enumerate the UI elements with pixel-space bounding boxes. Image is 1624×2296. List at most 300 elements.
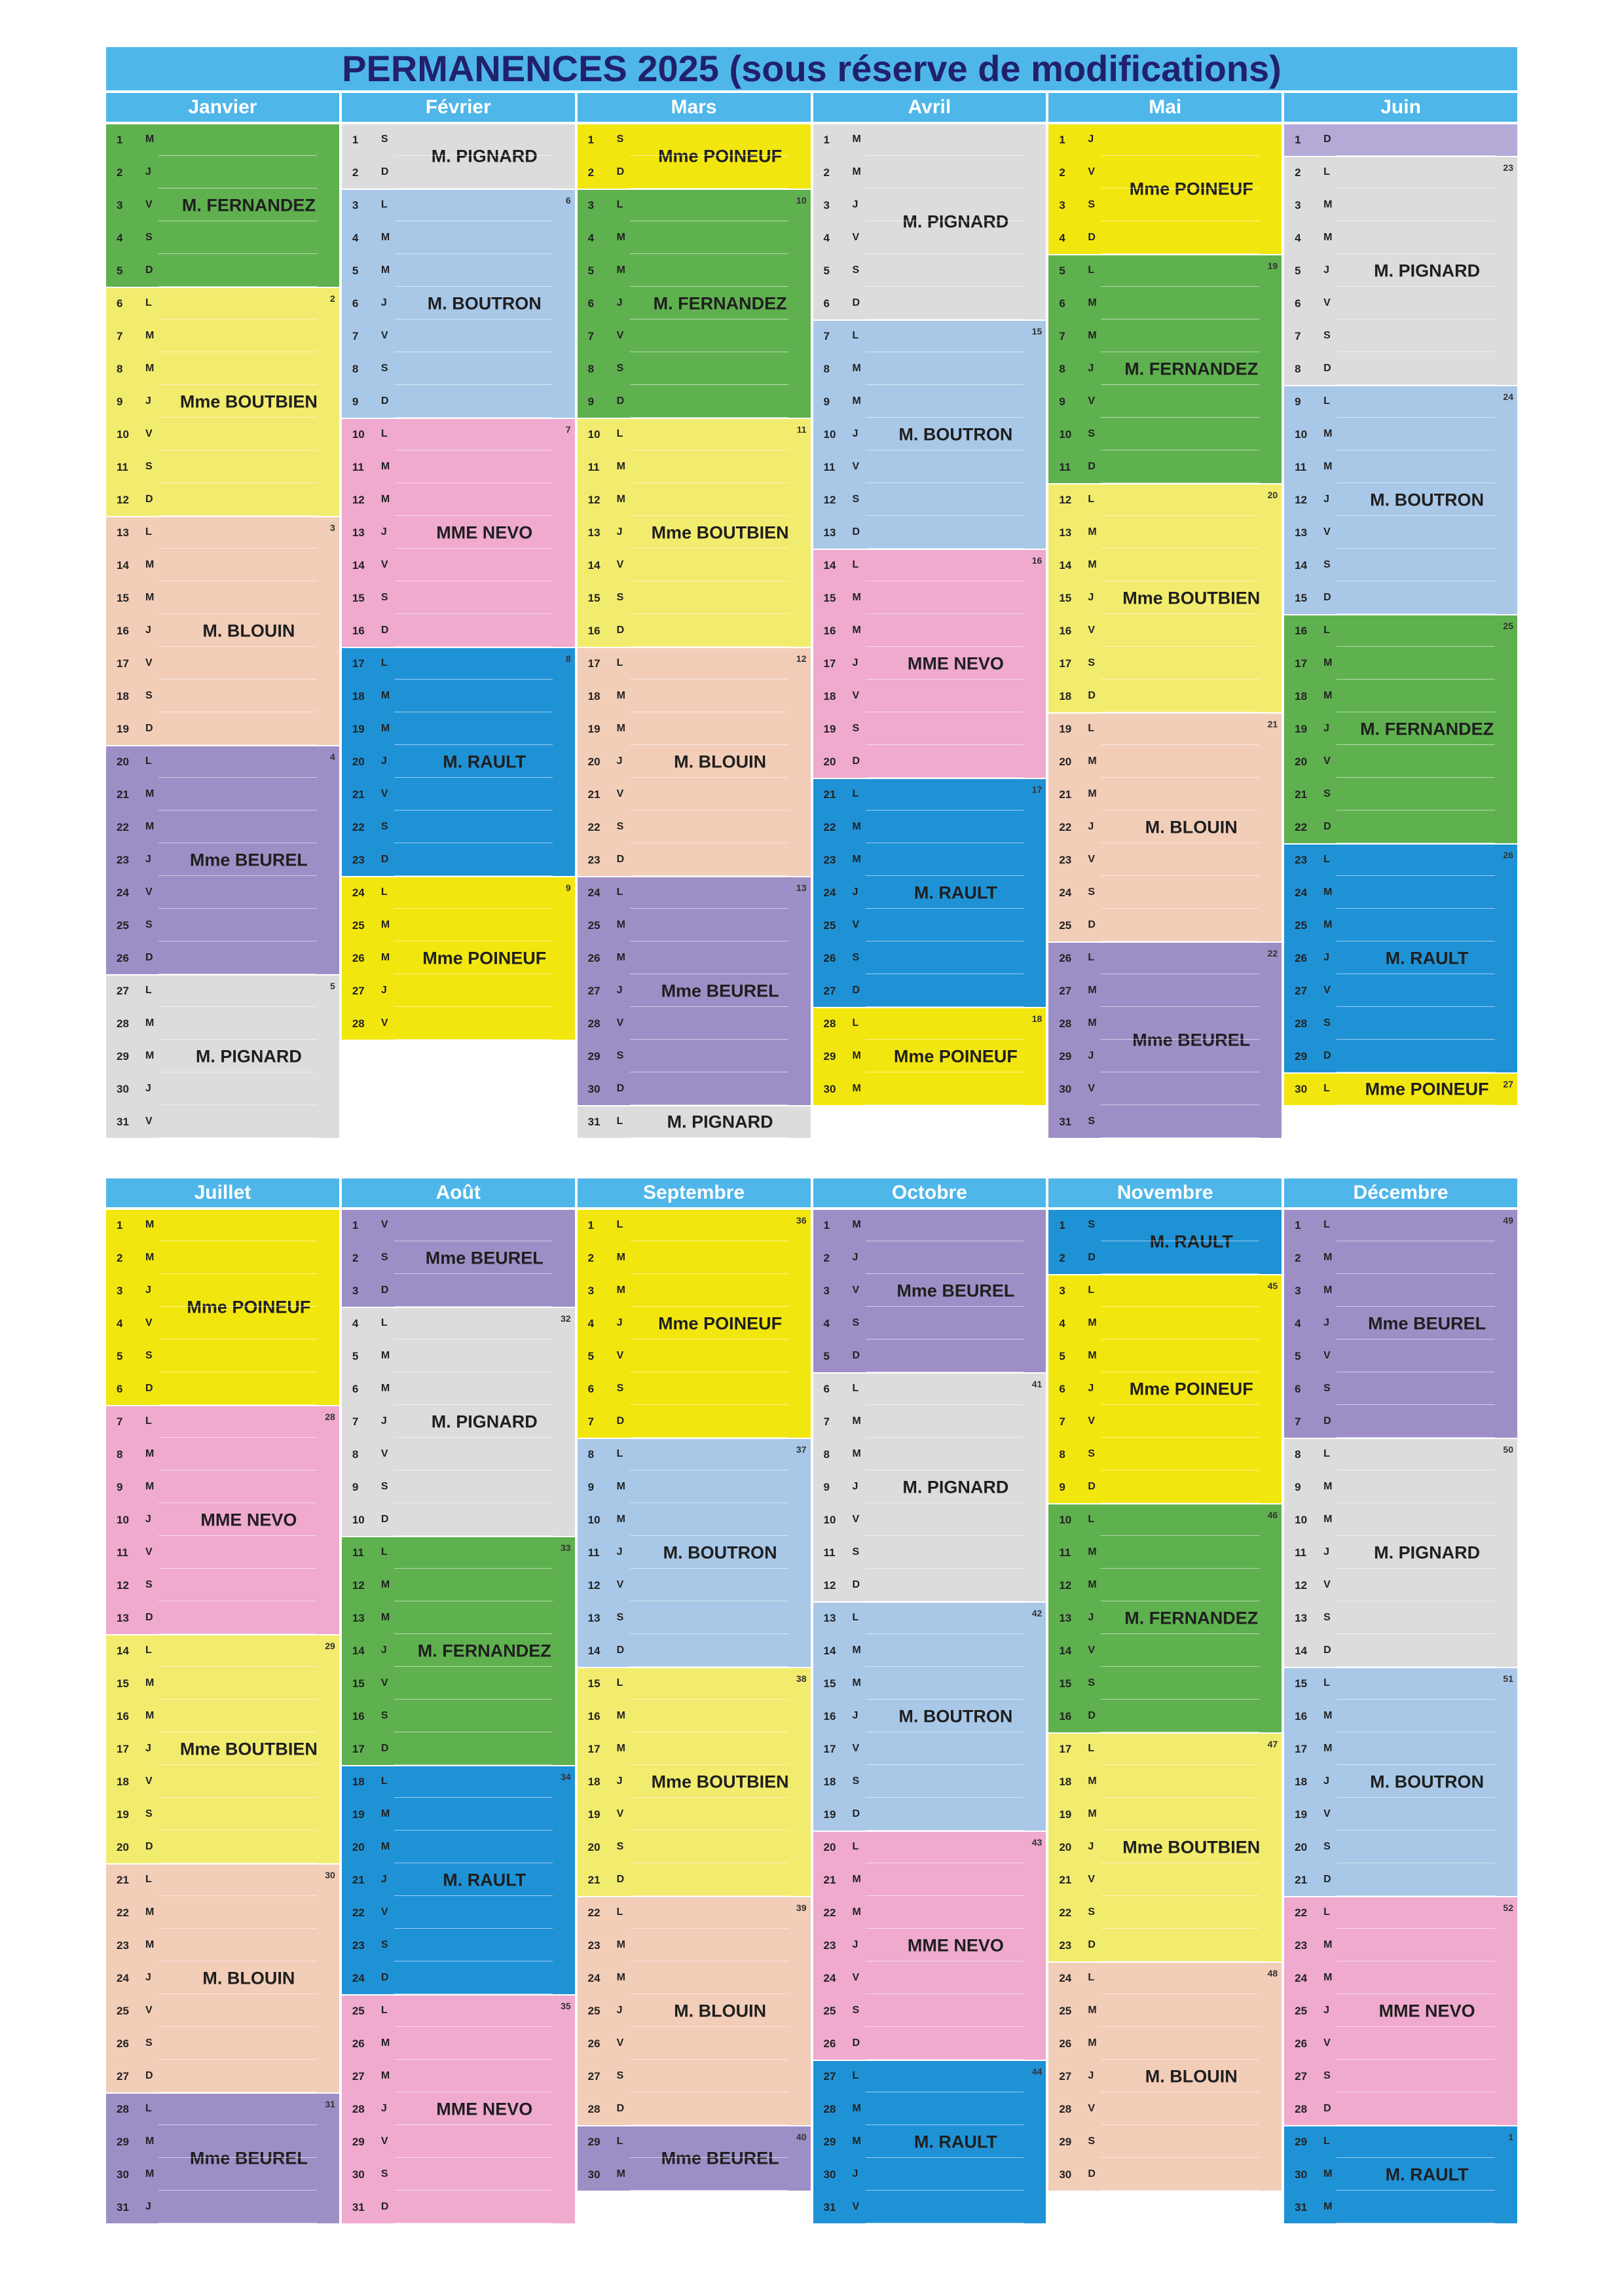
weekday-letter: S: [380, 1481, 388, 1492]
day-row: [1048, 321, 1282, 354]
row-divider: [158, 1699, 317, 1700]
row-divider: [1337, 2059, 1495, 2060]
weekday-letter: M: [852, 1415, 861, 1427]
day-row: [1048, 1106, 1282, 1139]
day-row: [342, 1799, 575, 1832]
day-number: 20: [1295, 1841, 1308, 1853]
weekday-letter: M: [145, 1448, 155, 1459]
day-row: [106, 615, 339, 648]
person-name: M. PIGNARD: [1374, 261, 1481, 281]
day-row: [813, 615, 1046, 648]
day-number: 29: [823, 2136, 836, 2148]
weekday-letter: D: [616, 166, 625, 177]
week-number: 25: [1503, 621, 1513, 631]
weekday-letter: D: [616, 1874, 625, 1885]
day-row: [342, 550, 575, 583]
row-divider: [866, 1437, 1024, 1438]
weekday-letter: M: [852, 592, 861, 603]
day-number: 5: [1059, 264, 1065, 277]
day-number: 5: [823, 1350, 830, 1362]
row-divider: [158, 613, 317, 614]
week-number: 44: [1031, 2066, 1043, 2077]
row-divider: [866, 1895, 1024, 1896]
day-row: [813, 2192, 1046, 2225]
day-row: [1048, 354, 1282, 386]
weekday-letter: S: [1088, 199, 1095, 210]
weekday-letter: V: [1088, 1083, 1095, 1094]
day-row: [813, 714, 1046, 746]
day-row: [342, 1865, 575, 1897]
day-number: 25: [823, 919, 836, 932]
weekday-letter: S: [1323, 1017, 1331, 1029]
day-row: [1048, 845, 1282, 877]
weekday-letter: V: [145, 1546, 153, 1558]
day-row: [813, 517, 1046, 550]
day-number: 28: [117, 2103, 129, 2115]
day-row: [342, 746, 575, 779]
row-divider: [866, 1306, 1024, 1307]
person-name: M. BOUTRON: [898, 1706, 1013, 1726]
day-number: 28: [117, 1017, 129, 1030]
row-divider: [394, 1895, 553, 1896]
weekday-letter: M: [380, 1383, 390, 1394]
day-row: [342, 2061, 575, 2094]
weekday-letter: V: [852, 232, 860, 243]
day-number: 5: [117, 264, 123, 277]
weekday-letter: M: [852, 625, 861, 636]
weekday-letter: V: [1088, 395, 1095, 407]
weekday-letter: D: [145, 1383, 153, 1394]
month-header-juillet: Juillet: [106, 1178, 339, 1207]
row-divider: [1101, 1273, 1259, 1274]
weekday-letter: D: [616, 625, 625, 636]
weekday-letter: V: [852, 461, 860, 472]
row-divider: [394, 744, 553, 745]
weekday-letter: L: [616, 1677, 623, 1688]
weekday-letter: J: [616, 985, 623, 996]
week-number: 27: [1503, 1079, 1513, 1089]
day-number: 25: [352, 919, 365, 932]
day-number: 14: [1059, 559, 1072, 572]
day-number: 22: [1295, 821, 1308, 833]
day-number: 17: [823, 1743, 836, 1755]
row-divider: [158, 2026, 317, 2027]
day-number: 5: [352, 264, 359, 277]
weekday-letter: V: [380, 330, 388, 341]
day-number: 11: [352, 461, 364, 473]
person-name: M. BOUTRON: [898, 424, 1013, 445]
day-row: [106, 1210, 339, 1243]
weekday-letter: L: [380, 199, 388, 210]
day-number: 18: [1295, 1776, 1308, 1788]
row-divider: [630, 613, 788, 614]
weekday-letter: J: [1088, 821, 1094, 832]
weekday-letter: M: [145, 1219, 155, 1230]
day-row: [1048, 190, 1282, 223]
person-name: MME NEVO: [436, 522, 533, 543]
day-row: [1048, 1008, 1282, 1041]
day-row: [1284, 1341, 1517, 1374]
day-number: 16: [1295, 1710, 1308, 1722]
day-number: 14: [587, 1645, 600, 1657]
day-row: [106, 1799, 339, 1832]
day-row: [1284, 877, 1517, 910]
week-number: 40: [796, 2132, 807, 2142]
row-divider: [866, 744, 1024, 745]
row-divider: [630, 679, 788, 680]
weekday-letter: M: [145, 1710, 155, 1721]
weekday-letter: M: [1088, 1546, 1097, 1558]
weekday-letter: L: [1088, 1972, 1095, 1983]
person-name: MME NEVO: [200, 1510, 297, 1530]
weekday-letter: V: [145, 657, 153, 668]
person-name: Mme BOUTBIEN: [179, 392, 318, 412]
week-number: 33: [561, 1542, 571, 1553]
day-number: 30: [1059, 1083, 1072, 1095]
person-name: Mme BOUTBIEN: [651, 522, 789, 543]
day-number: 11: [1059, 1546, 1071, 1559]
day-number: 7: [352, 330, 359, 342]
day-number: 28: [1295, 1017, 1308, 1030]
day-row: [578, 845, 811, 877]
weekday-letter: M: [380, 494, 390, 505]
day-number: 29: [587, 1050, 600, 1063]
day-row: [578, 1995, 811, 2028]
row-divider: [630, 384, 788, 385]
row-divider: [1337, 253, 1495, 254]
day-number: 18: [1059, 690, 1072, 702]
day-row: [342, 2094, 575, 2126]
day-row: [578, 190, 811, 223]
day-number: 4: [823, 232, 830, 244]
weekday-letter: M: [145, 1481, 155, 1492]
weekday-letter: M: [1323, 1972, 1333, 1983]
day-row: [1048, 681, 1282, 714]
day-row: [813, 190, 1046, 223]
day-number: 10: [823, 1514, 836, 1526]
weekday-letter: L: [852, 1383, 859, 1394]
person-name: MME NEVO: [907, 653, 1004, 674]
week-number: 5: [330, 981, 335, 991]
row-divider: [1337, 1699, 1495, 1700]
day-row: [813, 2094, 1046, 2126]
row-divider: [1337, 908, 1495, 909]
row-divider: [1101, 286, 1259, 287]
day-number: 14: [1059, 1645, 1072, 1657]
day-number: 19: [117, 1808, 129, 1821]
row-divider: [1337, 286, 1495, 287]
day-row: [1284, 583, 1517, 615]
weekday-letter: L: [1323, 625, 1330, 636]
day-number: 1: [117, 1219, 123, 1231]
day-number: 12: [352, 494, 365, 506]
day-row: [578, 1766, 811, 1799]
day-row: [578, 1243, 811, 1275]
weekday-letter: M: [1323, 886, 1333, 898]
row-divider: [158, 417, 317, 418]
week-number: 42: [1031, 1608, 1043, 1618]
day-number: 7: [823, 1415, 830, 1428]
day-row: [1284, 1766, 1517, 1799]
day-row: [1048, 1963, 1282, 1995]
month-column-fevrier: [342, 124, 575, 1139]
day-row: [1284, 386, 1517, 419]
week-number: 2: [330, 293, 335, 304]
row-divider: [394, 1699, 553, 1700]
day-number: 9: [117, 1481, 123, 1493]
weekday-letter: D: [1323, 821, 1331, 832]
day-row: [106, 550, 339, 583]
day-row: [342, 452, 575, 484]
day-row: [106, 452, 339, 484]
weekday-letter: J: [1323, 1776, 1330, 1787]
row-divider: [394, 253, 553, 254]
weekday-letter: M: [852, 1083, 861, 1094]
weekday-letter: S: [616, 1050, 624, 1061]
day-row: [106, 812, 339, 845]
person-name: Mme POINEUF: [658, 1313, 783, 1334]
day-row: [342, 975, 575, 1008]
day-row: [813, 452, 1046, 484]
day-number: 21: [587, 1874, 600, 1886]
weekday-letter: M: [380, 1612, 390, 1623]
day-number: 6: [117, 297, 123, 310]
row-divider: [630, 1830, 788, 1831]
row-divider: [630, 1039, 788, 1040]
day-number: 29: [117, 2136, 129, 2148]
day-number: 17: [117, 1743, 129, 1755]
day-number: 20: [117, 1841, 129, 1853]
week-number: 18: [1031, 1013, 1043, 1024]
day-number: 26: [352, 2037, 365, 2050]
row-divider: [1337, 384, 1495, 385]
day-number: 22: [1059, 1906, 1072, 1919]
weekday-letter: S: [1088, 1677, 1095, 1688]
day-row: [1284, 2028, 1517, 2061]
day-number: 24: [823, 886, 836, 899]
day-row: [813, 1041, 1046, 1074]
row-divider: [394, 417, 553, 418]
day-row: [578, 321, 811, 354]
person-name: Mme BEUREL: [661, 981, 779, 1001]
day-number: 9: [823, 1481, 830, 1493]
row-divider: [394, 1273, 553, 1274]
day-row: [342, 1308, 575, 1341]
day-row: [813, 1603, 1046, 1635]
day-number: 29: [117, 1050, 129, 1063]
day-row: [578, 1930, 811, 1963]
row-divider: [866, 1006, 1024, 1007]
row-divider: [158, 1928, 317, 1929]
weekday-letter: J: [1323, 494, 1330, 505]
day-number: 11: [823, 1546, 836, 1559]
row-divider: [1337, 744, 1495, 745]
day-row: [342, 1406, 575, 1439]
row-divider: [158, 1306, 317, 1307]
row-divider: [630, 1699, 788, 1700]
weekday-letter: M: [852, 2136, 861, 2147]
person-name: Mme BOUTBIEN: [1122, 588, 1261, 608]
weekday-letter: S: [852, 494, 860, 505]
row-divider: [1101, 1306, 1259, 1307]
day-number: 29: [823, 1050, 836, 1063]
day-number: 5: [117, 1350, 123, 1362]
person-name: M. BOUTRON: [1370, 490, 1485, 510]
day-row: [1284, 975, 1517, 1008]
row-divider: [158, 1666, 317, 1667]
day-row: [1048, 1406, 1282, 1439]
weekday-letter: V: [852, 2201, 860, 2212]
day-row: [106, 975, 339, 1008]
row-divider: [866, 2157, 1024, 2158]
day-row: [106, 845, 339, 877]
day-row: [106, 1041, 339, 1074]
weekday-letter: L: [1088, 1514, 1095, 1525]
weekday-letter: L: [1323, 1083, 1330, 1094]
day-row: [342, 681, 575, 714]
day-row: [1284, 354, 1517, 386]
week-number: 12: [796, 653, 807, 664]
day-row: [106, 223, 339, 255]
day-row: [813, 2028, 1046, 2061]
day-row: [1048, 1341, 1282, 1374]
day-number: 25: [1295, 919, 1308, 932]
weekday-letter: M: [1088, 1808, 1097, 1819]
day-row: [813, 288, 1046, 321]
day-row: [813, 812, 1046, 845]
day-number: 22: [823, 821, 836, 833]
month-columns-row-2: [106, 1210, 1517, 2225]
month-columns-row-1: [106, 124, 1517, 1139]
day-row: [106, 124, 339, 157]
weekday-letter: J: [380, 1874, 387, 1885]
weekday-letter: M: [1323, 919, 1333, 930]
day-row: [813, 583, 1046, 615]
day-row: [578, 452, 811, 484]
day-number: 9: [1059, 395, 1065, 408]
day-row: [1284, 681, 1517, 714]
day-row: [1048, 2126, 1282, 2159]
week-number: 50: [1503, 1444, 1513, 1455]
row-divider: [1101, 2059, 1259, 2060]
day-row: [106, 1106, 339, 1139]
day-row: [1284, 157, 1517, 190]
weekday-letter: S: [1088, 1906, 1095, 1918]
row-divider: [630, 1928, 788, 1929]
day-number: 23: [823, 1939, 836, 1952]
day-number: 9: [1059, 1481, 1065, 1493]
day-number: 13: [1295, 526, 1308, 539]
weekday-letter: S: [616, 363, 624, 374]
row-divider: [866, 810, 1024, 811]
weekday-letter: M: [852, 1050, 861, 1061]
row-divider: [630, 155, 788, 156]
first-half-calendar: [106, 47, 1517, 1148]
day-number: 31: [117, 2201, 129, 2214]
day-number: 9: [352, 1481, 359, 1493]
row-divider: [1101, 1764, 1259, 1765]
row-divider: [158, 2124, 317, 2125]
day-row: [578, 1041, 811, 1074]
day-row: [106, 1374, 339, 1406]
weekday-letter: J: [1323, 264, 1330, 276]
day-row: [578, 1570, 811, 1603]
weekday-letter: S: [852, 723, 860, 734]
weekday-letter: M: [1323, 2201, 1333, 2212]
day-row: [578, 943, 811, 975]
day-number: 16: [117, 1710, 129, 1722]
person-name: Mme BEUREL: [189, 850, 308, 870]
weekday-letter: M: [1323, 461, 1333, 472]
day-number: 3: [823, 199, 830, 211]
day-row: [106, 1766, 339, 1799]
person-name: M. PIGNARD: [902, 1477, 1009, 1497]
day-number: 25: [117, 919, 129, 932]
day-number: 29: [1295, 1050, 1308, 1063]
day-row: [106, 2126, 339, 2159]
day-number: 10: [1059, 1514, 1072, 1526]
day-row: [106, 1439, 339, 1472]
day-number: 24: [117, 886, 129, 899]
weekday-letter: V: [380, 788, 388, 799]
day-row: [106, 1275, 339, 1308]
day-row: [342, 1504, 575, 1537]
person-name: M. RAULT: [1149, 1231, 1233, 1252]
day-number: 24: [117, 1972, 129, 1984]
day-row: [106, 1865, 339, 1897]
month-header-juin: Juin: [1284, 93, 1517, 122]
row-divider: [394, 548, 553, 549]
month-headers-row-2: [106, 1178, 1517, 1207]
row-divider: [1337, 1764, 1495, 1765]
person-name: M. BOUTRON: [427, 293, 542, 314]
row-divider: [1101, 417, 1259, 418]
day-number: 15: [1295, 1677, 1308, 1690]
day-row: [1048, 1504, 1282, 1537]
day-row: [813, 648, 1046, 681]
day-row: [813, 1865, 1046, 1897]
day-number: 9: [823, 395, 830, 408]
weekday-letter: J: [1323, 952, 1330, 963]
day-number: 27: [352, 985, 365, 997]
row-divider: [1337, 777, 1495, 778]
weekday-letter: S: [1088, 1219, 1095, 1230]
weekday-letter: S: [380, 1939, 388, 1950]
day-row: [342, 1472, 575, 1504]
row-divider: [866, 1666, 1024, 1667]
day-number: 3: [352, 199, 359, 211]
day-row: [1284, 223, 1517, 255]
weekday-letter: L: [380, 428, 388, 439]
day-row: [1284, 1832, 1517, 1865]
weekday-letter: M: [145, 1906, 155, 1918]
row-divider: [158, 2157, 317, 2158]
day-number: 27: [1295, 2070, 1308, 2083]
weekday-letter: D: [1088, 2168, 1096, 2179]
day-number: 2: [352, 166, 359, 179]
weekday-letter: S: [1323, 2070, 1331, 2081]
day-number: 15: [587, 1677, 600, 1690]
day-number: 16: [1059, 625, 1072, 637]
day-row: [813, 419, 1046, 452]
day-number: 10: [352, 428, 365, 441]
day-number: 2: [823, 1252, 830, 1264]
day-row: [1284, 845, 1517, 877]
day-number: 6: [117, 1383, 123, 1395]
day-row: [106, 1963, 339, 1995]
day-row: [106, 1537, 339, 1570]
day-row: [578, 1963, 811, 1995]
